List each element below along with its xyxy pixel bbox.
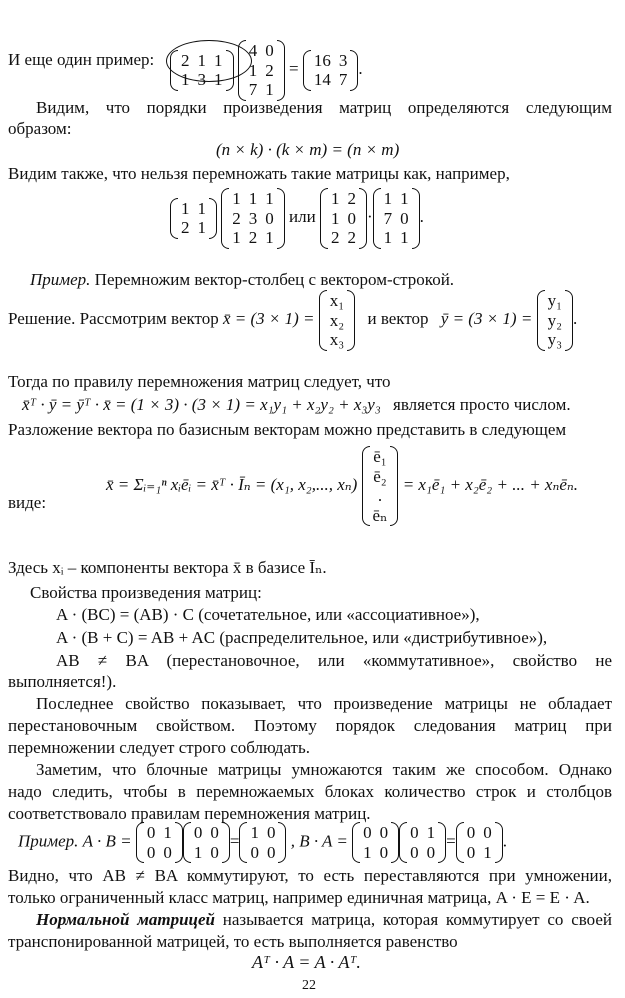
solution-text: Решение. Рассмотрим вектор [8, 309, 219, 329]
example-text: Перемножим вектор-столбец с вектором-строкой. [94, 270, 455, 289]
non-multipliable-example: 1 1 2 1 1 1 1 2 3 0 1 2 1 или 1 2 1 0 2 2 · 1 1 7 0 1 1 . [170, 188, 424, 249]
matrix-cell: 7 [383, 208, 393, 228]
matrix-cell: 1 [265, 228, 274, 248]
property-distributive: A · (B + C) = AB + AC (распределительное, или «дистрибутивное»), [56, 628, 548, 647]
page-number: 22 [302, 978, 316, 993]
matrix-cell: 1 [250, 823, 259, 842]
matrix-a [170, 50, 234, 91]
paragraph-normal-1 [8, 910, 612, 930]
matrix-cell: ēₙ [372, 505, 388, 525]
matrix-cell: 0 [210, 823, 219, 842]
formula-normal: Aᵀ · A = A · Aᵀ. [252, 952, 361, 972]
matrix-cell: 1 [214, 50, 223, 70]
matrix-2x2 [170, 198, 217, 239]
matrix-ab [239, 822, 286, 863]
matrix-cell: 1 [214, 70, 223, 90]
matrix-cell: 1 [400, 228, 409, 248]
line-example [8, 50, 154, 70]
x-equation: x̄ = (3 × 1) = [222, 309, 315, 329]
example-product: 2 1 1 1 3 1 4 0 1 2 7 1 = 16 3 14 7 . [170, 40, 363, 101]
matrix-cell: 0 [426, 842, 436, 862]
matrix-cell: 0 [483, 823, 492, 842]
property-commutative: AB ≠ BA (перестановочное, или «коммутативное», свойство не [56, 651, 612, 670]
matrix-cell: 1 [265, 189, 274, 208]
decomposition-right: = x₁ē₁ + x₂ē₂ + ... + xₙēₙ. [402, 475, 579, 494]
paragraph-components: Здесь xᵢ – компоненты вектора x̄ в базисе Īₙ. [8, 558, 327, 577]
matrix-3x2-b [373, 188, 420, 249]
formula-dimensions: (n × k) · (k × m) = (n × m) [216, 140, 400, 159]
dot-product-tail: является просто числом. [393, 395, 571, 414]
paragraph-decomposition: Разложение вектора по базисным векторам можно представить в следующем [8, 420, 567, 439]
matrix-cell: y₃ [547, 330, 563, 350]
ab-equals: A · B = [82, 831, 132, 851]
matrix-b [238, 40, 285, 101]
matrix-a-example [136, 822, 183, 863]
matrix-cell: 3 [197, 70, 206, 90]
matrix-cell: 1 [265, 80, 274, 100]
dot-product-formula: x̄ᵀ · ȳ = ȳᵀ · x̄ = (1 × 3) · (3 × 1) = x₁y₁ + x₂y₂ + x₃y₃ [22, 395, 381, 414]
matrix-cell: 0 [266, 842, 276, 862]
matrix-cell: 2 [330, 228, 340, 248]
matrix-cell: 0 [265, 41, 274, 60]
paragraph-last-property-2: перестановочным свойством. Поэтому порядок следования матриц при [8, 716, 612, 735]
matrix-cell: 2 [181, 50, 190, 70]
paragraph-normal-2: транспонированной матрицей, то есть выполняется равенство [8, 932, 458, 951]
matrix-cell: 1 [330, 208, 340, 228]
matrix-cell: 1 [232, 228, 241, 248]
matrix-cell: 0 [266, 823, 276, 842]
paragraph-commute-1: Видно, что AB ≠ BA коммутируют, то есть переставляются при умножении, [8, 866, 612, 885]
matrix-cell: x₃ [329, 330, 345, 350]
matrix-3x2-a [320, 188, 367, 249]
paragraph-rule: Тогда по правилу перемножения матриц следует, что [8, 372, 391, 391]
paragraph-block-2: надо следить, чтобы в перемножаемых блоках количество строк и столбцов [8, 782, 612, 801]
matrix-cell: ē₂ [373, 466, 387, 486]
matrix-cell: 0 [379, 842, 389, 862]
matrix-cell: 1 [363, 842, 372, 862]
matrix-cell: 7 [248, 80, 258, 100]
matrix-cell: 16 [313, 50, 331, 70]
example-label: Пример. [30, 270, 91, 289]
matrix-a-example-2 [399, 822, 446, 863]
example-vectors [30, 270, 454, 290]
vector-y [537, 290, 573, 351]
matrix-cell: 2 [347, 228, 356, 248]
paragraph-commute-2: только ограниченный класс матриц, например единичная матрица, A · E = E · A. [8, 888, 590, 907]
matrix-cell: 1 [197, 50, 206, 70]
paragraph-cannot-multiply: Видим также, что нельзя перемножать такие матрицы как, например, [8, 164, 510, 183]
normal-matrix-definition: называется матрица, которая коммутирует со своей [222, 910, 613, 929]
matrix-ba [456, 822, 503, 863]
matrix-cell: 0 [379, 823, 389, 842]
basis-vector-column [362, 446, 399, 526]
paragraph-last-property-1: Последнее свойство показывает, что произведение матрицы не обладает [36, 694, 612, 713]
matrix-cell: y₁ [547, 291, 563, 310]
matrix-cell: y₂ [547, 310, 563, 330]
paragraph-block-1: Заметим, что блочные матрицы умножаются таким же способом. Однако [36, 760, 612, 779]
property-associative: A · (BC) = (AB) · C (сочетательное, или «ассоциативное»), [56, 605, 480, 624]
word-or: или [289, 207, 316, 227]
matrix-cell: 2 [181, 218, 190, 238]
matrix-cell: 1 [330, 189, 340, 208]
ba-equals: , B · A = [290, 831, 348, 851]
matrix-cell: 1 [163, 823, 172, 842]
matrix-3x3 [221, 188, 285, 249]
matrix-cell: 3 [338, 50, 348, 70]
paragraph-last-property-3: перемножении следует строго соблюдать. [8, 738, 310, 757]
paragraph-order: Видим, что порядки произведения матриц определяются следующим [36, 98, 612, 117]
matrix-cell: 0 [265, 208, 274, 228]
normal-matrix-term: Нормальной матрицей [36, 910, 215, 929]
example-label-2: Пример. [18, 831, 79, 851]
paragraph-order-cont: образом: [8, 119, 72, 138]
solution-line: Решение. Рассмотрим вектор x̄ = (3 × 1) = x₁ x₂ x₃ и вектор ȳ = (3 × 1) = y₁ y₂ y₃ . [8, 291, 578, 350]
matrix-cell: 2 [347, 189, 356, 208]
matrix-cell: 0 [146, 842, 156, 862]
matrix-b-example [183, 822, 230, 863]
example-commutation: Пример. A · B = 0 1 0 0 0 0 1 0 = 1 0 0 0 , B · A = 0 0 1 0 0 1 0 0 = 0 0 0 1 . [18, 823, 507, 862]
matrix-cell: 0 [410, 842, 419, 862]
matrix-cell: 0 [466, 823, 476, 842]
matrix-cell: 0 [410, 823, 419, 842]
matrix-cell: 1 [400, 189, 409, 208]
and-vector-text: и вектор [367, 309, 429, 329]
matrix-cell: 1 [483, 842, 492, 862]
example-intro-text: И еще один пример: [8, 50, 155, 69]
matrix-cell: 14 [313, 70, 331, 90]
matrix-cell: 0 [163, 842, 172, 862]
matrix-cell: x₂ [329, 310, 345, 330]
matrix-cell: x₁ [329, 291, 345, 310]
matrix-cell: ē₁ [373, 447, 387, 466]
matrix-cell: 0 [363, 823, 372, 842]
matrix-cell: 1 [197, 218, 206, 238]
matrix-cell: 0 [250, 842, 259, 862]
matrix-cell: 4 [248, 41, 258, 60]
matrix-cell: 1 [426, 823, 436, 842]
matrix-cell: 1 [181, 70, 190, 90]
matrix-cell: 1 [383, 189, 393, 208]
paragraph-block-3: соответствовало правилам перемножения матриц. [8, 804, 371, 823]
matrix-cell: 0 [146, 823, 156, 842]
matrix-cell: 1 [181, 198, 190, 218]
decomposition-left: x̄ = Σᵢ₌₁ⁿ xᵢēᵢ = x̄ᵀ · Īₙ = (x₁, x₂,..., xₙ) [106, 475, 358, 494]
y-equation: ȳ = (3 × 1) = [440, 309, 533, 329]
matrix-cell: 2 [265, 60, 274, 80]
matrix-cell: 1 [232, 189, 241, 208]
matrix-result [303, 50, 359, 91]
matrix-cell: 0 [210, 842, 219, 862]
matrix-cell: 7 [338, 70, 348, 90]
matrix-cell: 2 [248, 228, 258, 248]
matrix-cell: . [377, 486, 383, 506]
matrix-cell: 3 [248, 208, 258, 228]
properties-heading: Свойства произведения матриц: [30, 583, 262, 602]
formula-dot-product [22, 395, 571, 415]
matrix-cell: 0 [466, 842, 476, 862]
matrix-b-example-2 [352, 822, 399, 863]
matrix-cell: 0 [347, 208, 356, 228]
matrix-cell: 1 [383, 228, 393, 248]
matrix-cell: 0 [193, 823, 203, 842]
matrix-cell: 1 [197, 198, 206, 218]
vector-x [319, 290, 355, 351]
matrix-cell: 2 [232, 208, 241, 228]
matrix-cell: 1 [248, 60, 258, 80]
property-commutative-cont: выполняется!). [8, 672, 117, 691]
vid-word: виде: [8, 493, 47, 512]
matrix-cell: 1 [193, 842, 203, 862]
matrix-cell: 1 [248, 189, 258, 208]
formula-decomposition [106, 446, 578, 526]
matrix-cell: 0 [400, 208, 409, 228]
